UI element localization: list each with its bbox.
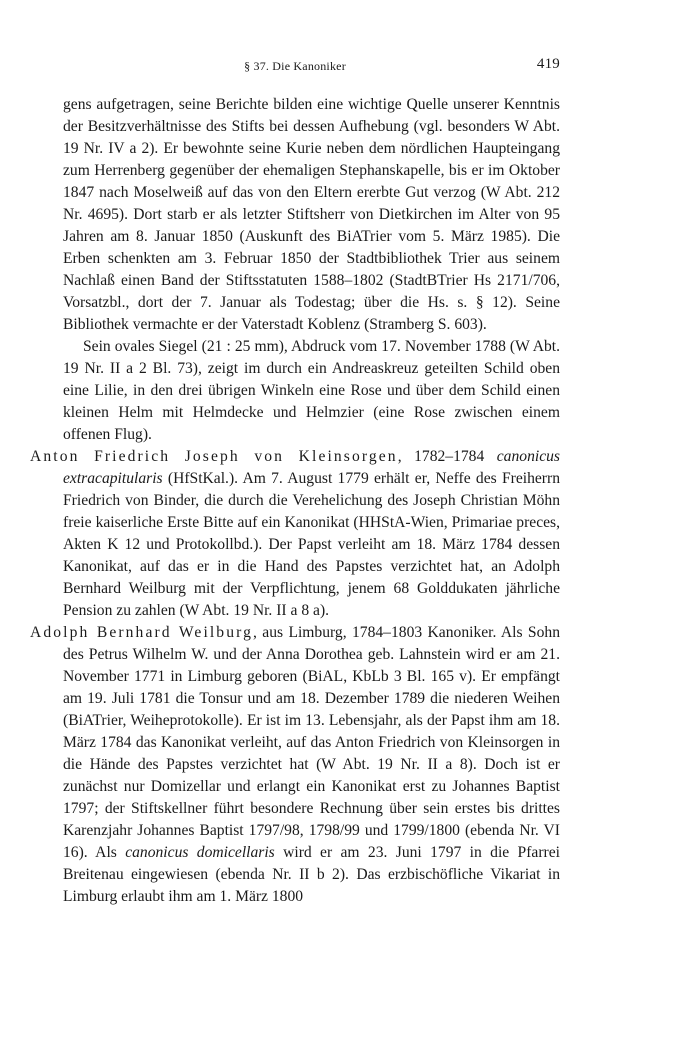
entry-text: , aus Limburg, 1784–1803 Kanoniker. Als Sohn des Petrus Wilhelm W. und der Anna Dorothea geb. Lahnstein wird er am 21. November 1771 in Limburg geboren (BiAL, KbLb 3 Bl. 165 v). Er empfängt am 19. Juli 1781 die Tonsur und am 18. Dezember 1789 die niederen Weihen (BiATrier, Weiheprotokolle). Er ist im 13. Lebensjahr, als der Papst ihm am 18. März 1784 das Kanonikat verleiht, auf das Anton Friedrich von Kleinsorgen in die Hände des Papstes verzichtet hat (W Abt. 19 Nr. II a 8). Doch ist er zunächst nur Domizellar und erlangt ein Kanonikat erst zu Johannes Baptist 1797; der Stiftskellner führt besondere Rechnung über sein erstes bis drittes Karenzjahr Johannes Baptist 1797/98, 1798/99 und 1799/1800 (ebenda Nr. VI 16). Als	[63, 624, 560, 861]
running-header	[30, 56, 560, 78]
entry-name: Anton Friedrich Joseph von Kleinsorgen	[30, 448, 398, 465]
entry-text: wird er am 23. Juni 1797 in die Pfarrei Breitenau eingewiesen (ebenda Nr. II b 2). Das erzbischöfliche Vikariat in Limburg erlaubt ihm am 1. März 1800	[63, 844, 560, 905]
entry-text: , 1782–1784	[397, 448, 497, 465]
paragraph-seal: Sein ovales Siegel (21 : 25 mm), Abdruck vom 17. November 1788 (W Abt. 19 Nr. II a 2 Bl. 73), zeigt im durch ein Andreaskreuz geteilten Schild oben eine Lilie, in den drei übrigen Winkeln eine Rose und über dem Schild einen kleinen Helm mit Helmdecke und Helmzier (eine Rose zwischen einem offenen Flug).	[63, 338, 560, 443]
section-title: § 37. Die Kanoniker	[244, 59, 346, 73]
entry-latin-term: canonicus domicellaris	[125, 844, 275, 861]
entry-latin-term: canonicus extracapitularis	[63, 448, 560, 487]
page-number: 419	[536, 56, 560, 72]
entry-name: Adolph Bernhard Weilburg	[30, 624, 254, 641]
entry-text: (HfStKal.). Am 7. August 1779 erhält er, Neffe des Freiherrn Friedrich von Binder, die durch die Verehelichung des Joseph Christian Möhn freie kaiserliche Erste Bitte auf ein Kanonikat (HHStA-Wien, Primariae preces, Akten K 12 und Protokollbd.). Der Papst verleiht am 18. März 1784 dessen Kanonikat, auf das er in die Hand des Papstes verzichtet hat, an Adolph Bernhard Weilburg mit der Verpflichtung, jenem 68 Golddukaten jährliche Pension zu zahlen (W Abt. 19 Nr. II a 8 a).	[63, 470, 560, 619]
entry-kleinsorgen	[30, 446, 560, 622]
entry-weilburg	[30, 622, 560, 908]
body-text	[30, 94, 560, 908]
paragraph-continuation: gens aufgetragen, seine Berichte bilden eine wichtige Quelle unserer Kenntnis der Besitzverhältnisse des Stifts bei dessen Aufhebung (vgl. besonders W Abt. 19 Nr. IV a 2). Er bewohnte seine Kurie neben dem nördlichen Haupteingang zum Herrenberg gegenüber der ehemaligen Stephanskapelle, bis er im Oktober 1847 nach Moselweiß auf das von den Eltern ererbte Gut verzog (W Abt. 212 Nr. 4695). Dort starb er als letzter Stiftsherr von Dietkirchen im Alter von 95 Jahren am 8. Januar 1850 (Auskunft des BiATrier vom 5. März 1985). Die Erben schenkten am 3. Februar 1850 der Stadtbibliothek Trier aus seinem Nachlaß einen Band der Stiftsstatuten 1588–1802 (StadtBTrier Hs 2171/706, Vorsatzbl., dort der 7. Januar als Todestag; über die Hs. s. § 12). Seine Bibliothek vermachte er der Vaterstadt Koblenz (Stramberg S. 603).	[63, 96, 560, 333]
